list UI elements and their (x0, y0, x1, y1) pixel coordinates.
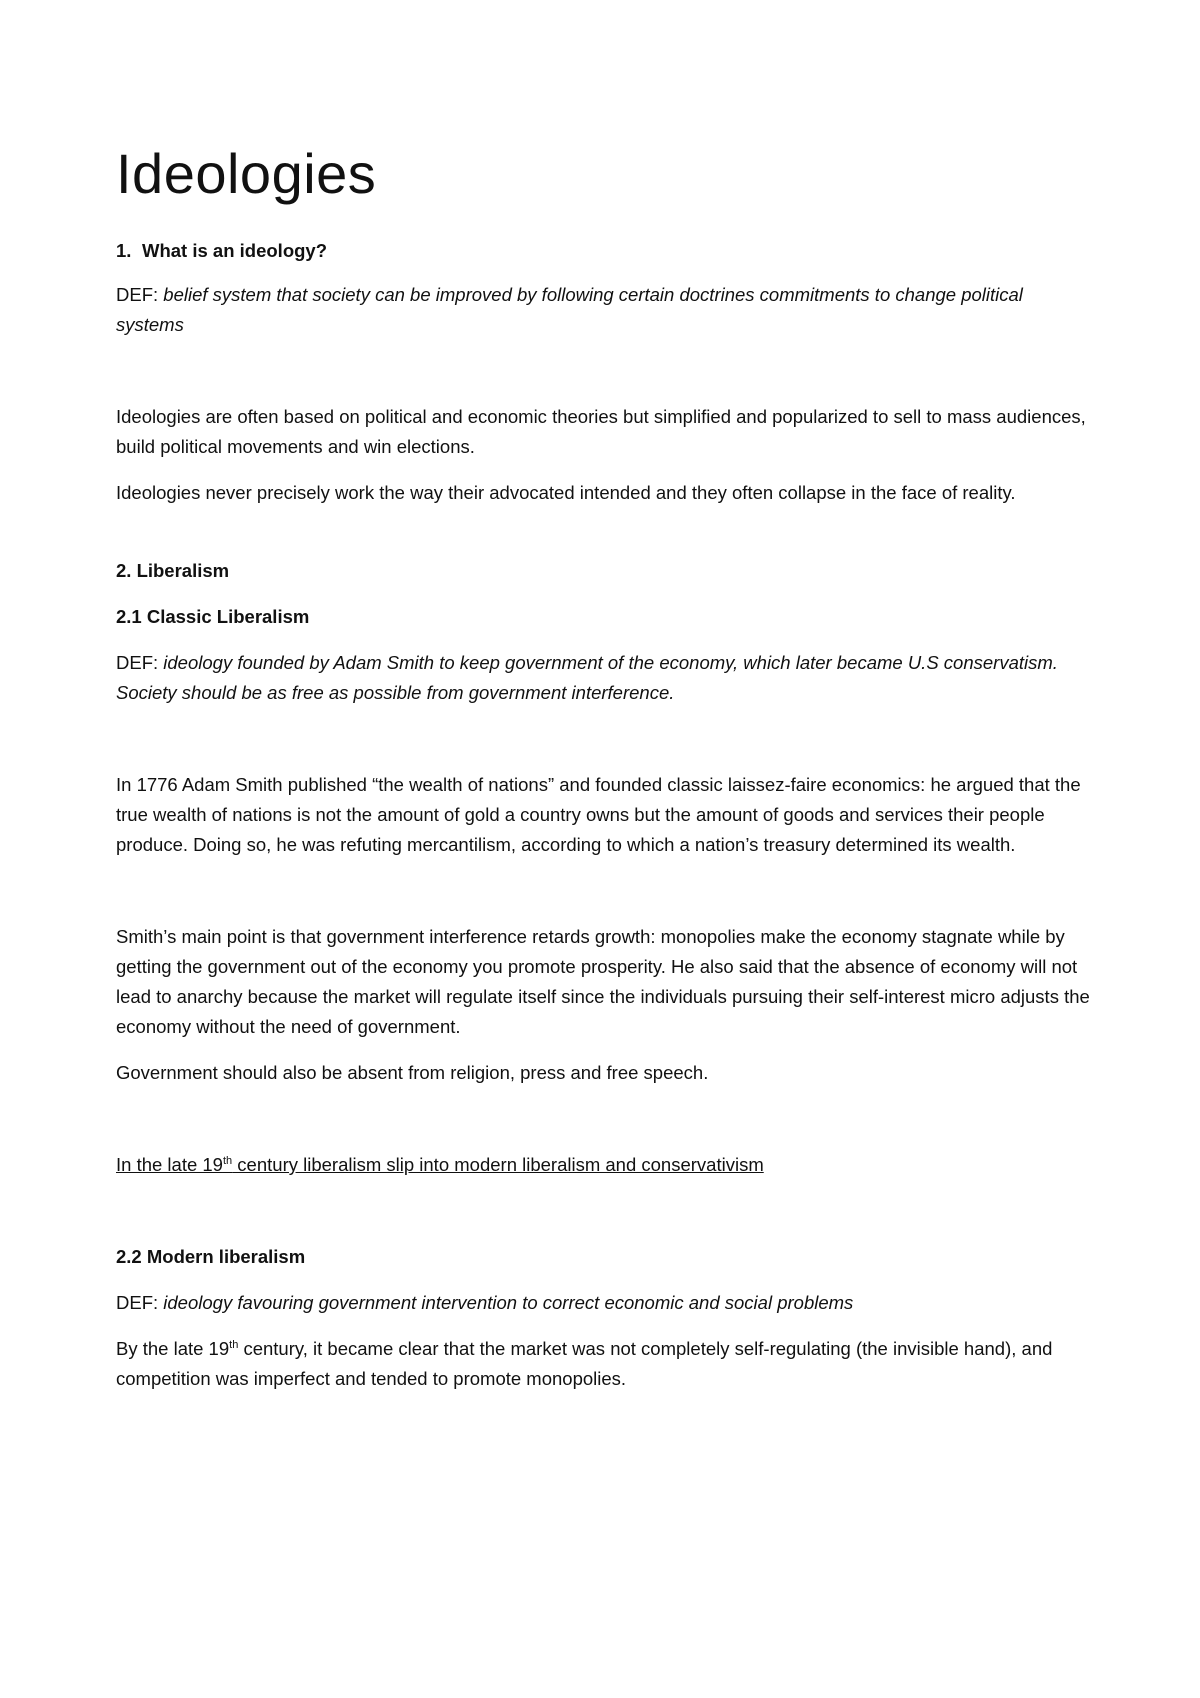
transition-note-text-start: In the late 19 (116, 1154, 223, 1175)
section-1-definition (116, 280, 1092, 340)
spacer (116, 356, 1092, 402)
transition-note-text-end: century liberalism slip into modern liberalism and conservativism (232, 1154, 764, 1175)
section-2-2-heading: 2.2 Modern liberalism (116, 1246, 306, 1267)
spacer (116, 1104, 1092, 1150)
spacer (116, 876, 1092, 922)
document-body (116, 140, 1092, 1410)
paragraph-superscript: th (229, 1338, 239, 1351)
section-2-1-heading: 2.1 Classic Liberalism (116, 606, 310, 627)
section-2-1-paragraph-3: Government should also be absent from religion, press and free speech. (116, 1062, 709, 1083)
spacer (116, 524, 1092, 556)
section-1-heading (116, 236, 1092, 266)
section-2-1-definition (116, 648, 1092, 708)
document-title: Ideologies (116, 142, 377, 205)
section-2-2-paragraph-1 (116, 1334, 1092, 1394)
definition-text: belief system that society can be improved by following certain doctrines commitments to change political systems (116, 284, 1023, 335)
section-2-heading: 2. Liberalism (116, 560, 230, 581)
section-2-2-definition (116, 1288, 1092, 1318)
section-2-1-paragraph-1: In 1776 Adam Smith published “the wealth of nations” and founded classic laissez-faire economics: he argued that the true wealth of nations is not the amount of gold a country owns but the amount of goods and services their people produce. Doing so, he was refuting mercantilism, according to which a nation’s treasury determined its wealth. (116, 774, 1081, 855)
definition-prefix: DEF: (116, 284, 164, 305)
spacer (116, 1196, 1092, 1242)
section-1-paragraph-2: Ideologies never precisely work the way their advocated intended and they often collapse in the face of reality. (116, 482, 1016, 503)
section-1-heading-text: What is an ideology? (142, 240, 328, 261)
paragraph-text-end: century, it became clear that the market was not completely self-regulating (the invisible hand), and competition was imperfect and tended to promote monopolies. (116, 1338, 1053, 1389)
definition-prefix: DEF: (116, 652, 164, 673)
definition-prefix: DEF: (116, 1292, 164, 1313)
definition-text: ideology founded by Adam Smith to keep government of the economy, which later became U.S conservatism. Society should be as free as possible from government interference. (116, 652, 1058, 703)
transition-note (116, 1150, 1092, 1180)
section-1-number: 1. (116, 240, 132, 261)
section-2-1-paragraph-2: Smith’s main point is that government interference retards growth: monopolies make the economy stagnate while by getting the government out of the economy you promote prosperity. He also said that the absence of economy will not lead to anarchy because the market will regulate itself since the individuals pursuing their self-interest micro adjusts the economy without the need of government. (116, 926, 1090, 1037)
paragraph-text-start: By the late 19 (116, 1338, 230, 1359)
spacer (116, 724, 1092, 770)
section-1-paragraph-1: Ideologies are often based on political and economic theories but simplified and popularized to sell to mass audiences, build political movements and win elections. (116, 406, 1086, 457)
transition-note-superscript: th (222, 1154, 233, 1167)
definition-text: ideology favouring government intervention to correct economic and social problems (163, 1292, 854, 1313)
